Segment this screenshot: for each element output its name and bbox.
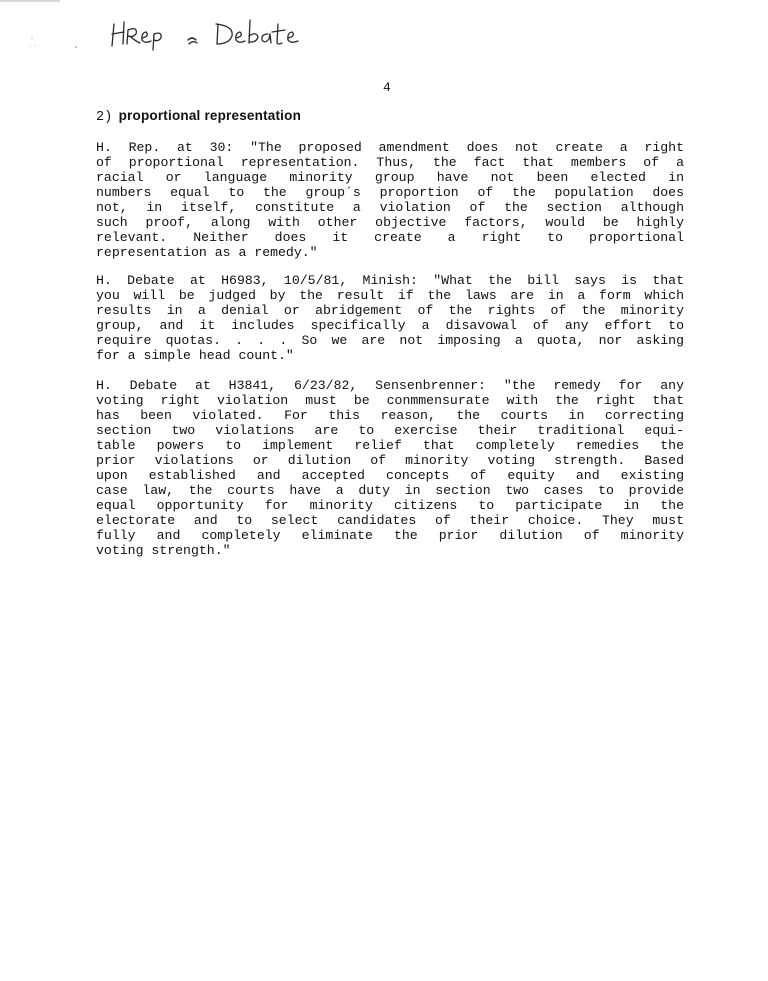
text-line: electorate and to select candidates of their choice. They must [96,513,684,528]
handwritten-note [108,12,308,54]
text-line: voting strength." [96,543,231,558]
text-line: relevant. Neither does it create a right to proportional [96,230,684,245]
text-line: group, and it includes specifically a disavowal of any effort to [96,318,684,333]
text-line: representation as a remedy." [96,245,318,260]
text-line: prior violations or dilution of minority voting strength. Based [96,453,684,468]
text-line: such proof, along with other objective factors, would be highly [96,215,684,230]
paragraph-sensenbrenner-debate [96,378,684,558]
text-line: fully and completely eliminate the prior dilution of minority [96,528,684,543]
paragraph-house-report [96,140,684,260]
text-line: case law, the courts have a duty in section two cases to provide [96,483,684,498]
scan-specks [24,36,84,50]
section-heading [96,108,301,125]
text-line: H. Debate at H6983, 10/5/81, Minish: "What the bill says is that [96,273,684,288]
text-line: voting right violation must be conmmensurate with the right that [96,393,684,408]
page-number: 4 [383,80,391,95]
text-line: results in a denial or abridgement of the rights of the minority [96,303,684,318]
text-line: H. Debate at H3841, 6/23/82, Sensenbrenner: "the remedy for any [96,378,684,393]
text-line: table powers to implement relief that completely remedies the [96,438,684,453]
text-line: H. Rep. at 30: "The proposed amendment does not create a right [96,140,684,155]
text-line: equal opportunity for minority citizens to participate in the [96,498,684,513]
text-line: not, in itself, constitute a violation of the section although [96,200,684,215]
text-line: racial or language minority group have not been elected in [96,170,684,185]
text-line: require quotas. . . . So we are not imposing a quota, nor asking [96,333,684,348]
text-line: numbers equal to the group´s proportion of the population does [96,185,684,200]
text-line: for a simple head count." [96,348,294,363]
text-line: upon established and accepted concepts of equity and existing [96,468,684,483]
text-line: has been violated. For this reason, the courts in correcting [96,408,684,423]
section-number: 2) [96,110,113,125]
text-line: of proportional representation. Thus, the fact that members of a [96,155,684,170]
text-line: you will be judged by the result if the laws are in a form which [96,288,684,303]
paragraph-minish-debate [96,273,684,363]
scan-edge-mark [0,0,60,2]
section-title: proportional representation [118,108,302,123]
text-line: section two violations are to exercise their traditional equi- [96,423,684,438]
